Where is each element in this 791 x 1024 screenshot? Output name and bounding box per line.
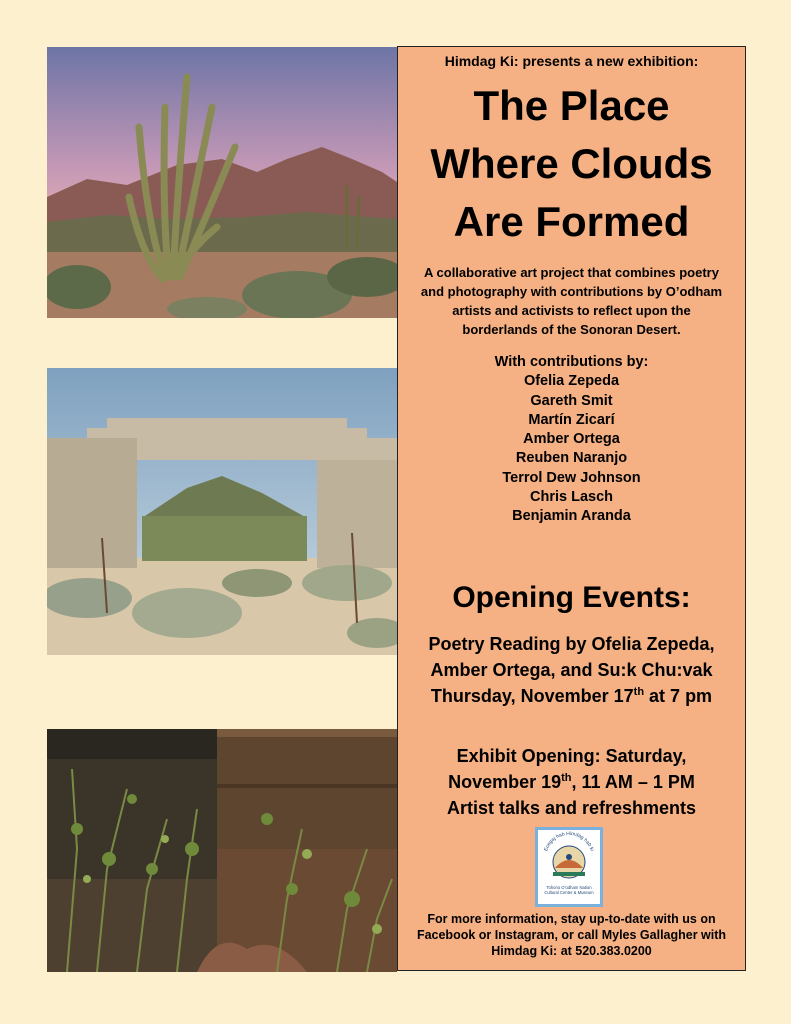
- description-line: borderlands of the Sonoran Desert.: [462, 322, 681, 337]
- exhibit-opening-event: [398, 743, 745, 821]
- time-text: at 7 pm: [644, 686, 713, 706]
- title-line: Where Clouds: [430, 140, 713, 187]
- event-line: Artist talks and refreshments: [446, 798, 697, 818]
- contributor-name: Gareth Smit: [530, 392, 613, 409]
- contributor-name: Terrol Dew Johnson: [502, 469, 641, 486]
- opening-events-heading: Opening Events:: [452, 581, 691, 614]
- contributors-heading: With contributions by:: [494, 354, 649, 370]
- photo-desert-plants-board: [47, 729, 397, 972]
- description-line: artists and activists to reflect upon the: [452, 303, 691, 318]
- poetry-reading-event: [398, 631, 745, 709]
- title-line: Are Formed: [453, 198, 690, 245]
- contributors-block: [398, 353, 745, 527]
- logo-caption-line: Cultural Center & Museum: [544, 890, 594, 895]
- title-line: The Place: [473, 82, 670, 129]
- contributor-name: Chris Lasch: [530, 489, 613, 506]
- photo-adobe-gateway: [47, 368, 397, 655]
- date-text: Thursday, November 17: [430, 686, 634, 706]
- date-text: November 19: [448, 772, 562, 792]
- presenter-line: Himdag Ki: presents a new exhibition:: [444, 53, 699, 69]
- contributor-name: Ofelia Zepeda: [523, 373, 620, 390]
- contributor-name: Amber Ortega: [523, 431, 620, 448]
- event-date-line: [398, 683, 745, 709]
- event-line: Exhibit Opening: Saturday,: [456, 746, 687, 766]
- contact-line: For more information, stay up-to-date with us on: [427, 912, 716, 926]
- contact-line: Himdag Ki: at 520.383.0200: [491, 944, 652, 958]
- time-text: , 11 AM – 1 PM: [571, 772, 695, 792]
- exhibition-title: [398, 77, 745, 251]
- contact-line: Facebook or Instagram, or call Myles Gallagher with: [416, 928, 727, 942]
- logo-caption-line: Tohono O’odham Nation: [546, 885, 592, 890]
- ordinal-suffix: th: [561, 772, 572, 784]
- contributor-name: Benjamin Aranda: [512, 508, 631, 525]
- contact-information: [404, 911, 739, 959]
- event-date-line: [398, 769, 745, 795]
- contributor-name: Reuben Naranjo: [515, 450, 628, 467]
- photo-cactus-mountains: [47, 47, 397, 318]
- info-panel: [397, 46, 746, 971]
- contributor-name: Martín Zicarí: [528, 411, 615, 428]
- logo-arc-text: Ecegaj hab Himdag hab ki: [543, 830, 595, 853]
- event-line: Poetry Reading by Ofelia Zepeda,: [428, 634, 715, 654]
- ordinal-suffix: th: [633, 686, 645, 698]
- description-line: A collaborative art project that combines poetry: [424, 265, 719, 280]
- event-line: Amber Ortega, and Su:k Chu:vak: [430, 660, 713, 680]
- cultural-center-logo: [535, 827, 603, 907]
- description-line: and photography with contributions by O’odham: [420, 284, 723, 299]
- exhibition-description: [406, 263, 737, 339]
